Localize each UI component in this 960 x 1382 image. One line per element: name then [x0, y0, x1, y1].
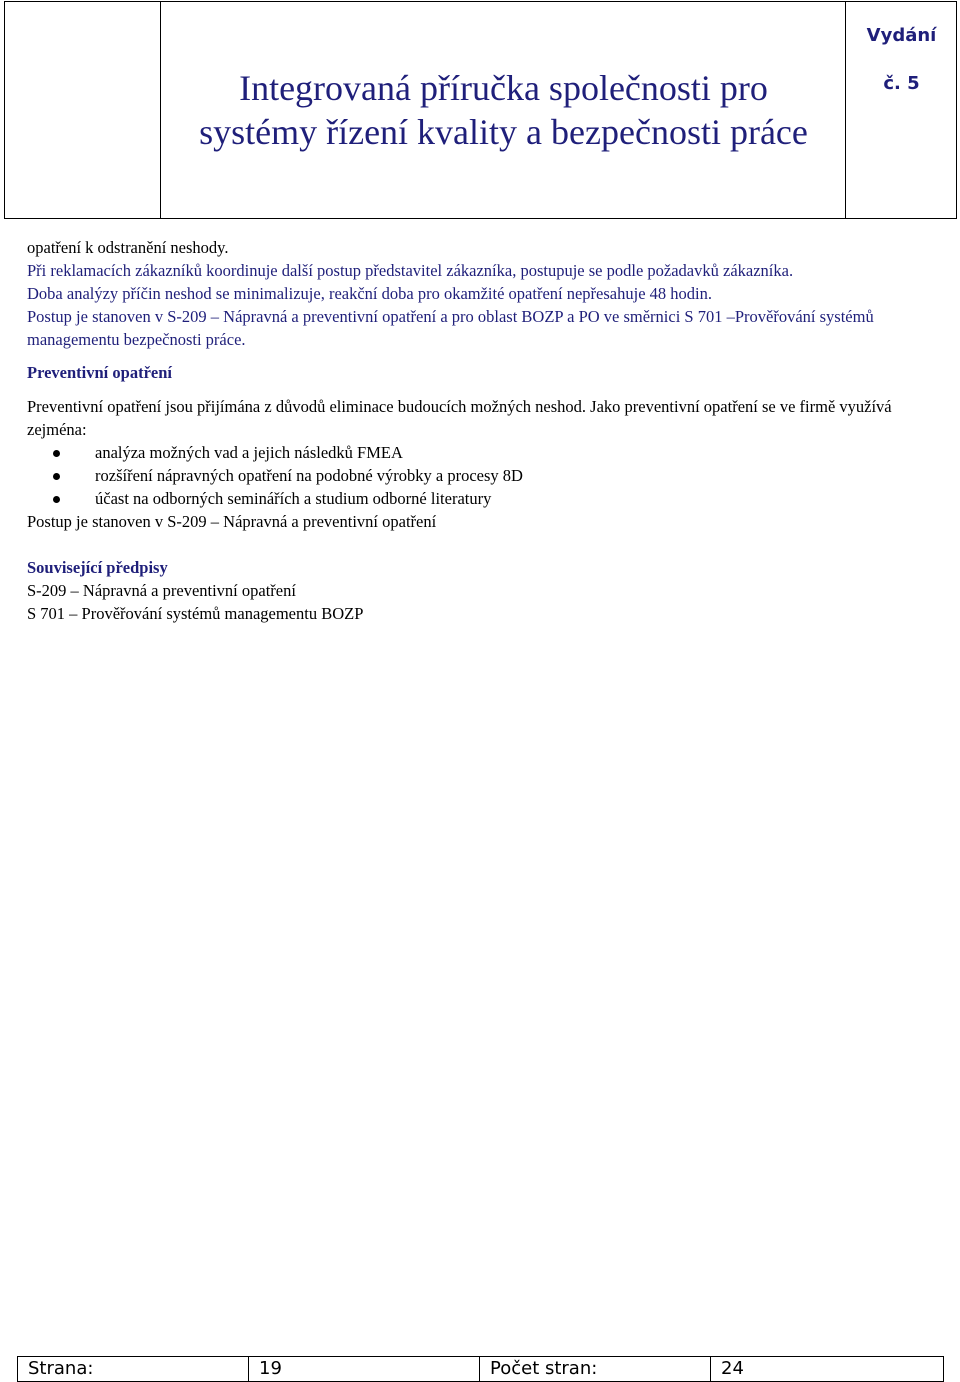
paragraph: Postup je stanoven v S-209 – Nápravná a preventivní opatření: [27, 512, 437, 531]
list-item: účast na odborných seminářích a studium odborné literatury: [27, 487, 937, 510]
document-body: [27, 236, 937, 625]
document-header: [4, 1, 957, 219]
section-heading: Preventivní opatření: [27, 363, 172, 382]
total-pages-number: 24: [711, 1357, 944, 1382]
page-label: Strana:: [18, 1357, 249, 1382]
bullet-list: [27, 441, 937, 510]
total-pages-label: Počet stran:: [480, 1357, 711, 1382]
page-footer: [17, 1356, 944, 1382]
paragraph: Doba analýzy příčin neshod se minimalizuje, reakční doba pro okamžité opatření nepřesahuje 48 hodin.: [27, 284, 712, 303]
section-heading: Související předpisy: [27, 558, 168, 577]
page-number: 19: [249, 1357, 480, 1382]
paragraph: Při reklamacích zákazníků koordinuje další postup představitel zákazníka, postupuje se podle požadavků zákazníka.: [27, 261, 794, 280]
document-title: Integrovaná příručka společnosti pro systémy řízení kvality a bezpečnosti práce: [199, 68, 808, 152]
paragraph: Preventivní opatření jsou přijímána z důvodů eliminace budoucích možných neshod. Jako preventivní opatření se ve firmě využívá zejména:: [27, 397, 892, 439]
reference-item: S-209 – Nápravná a preventivní opatření: [27, 581, 296, 600]
reference-item: S 701 – Prověřování systémů managementu BOZP: [27, 604, 364, 623]
edition-label: Vydání: [866, 25, 937, 46]
paragraph: opatření k odstranění neshody.: [27, 238, 229, 257]
header-edition-cell: [845, 2, 956, 218]
list-item: rozšíření nápravných opatření na podobné výrobky a procesy 8D: [27, 464, 937, 487]
edition-number: č. 5: [883, 73, 920, 94]
paragraph: Postup je stanoven v S-209 – Nápravná a preventivní opatření a pro oblast BOZP a PO ve směrnici S 701 –Prověřování systémů managementu bezpečnosti práce.: [27, 307, 874, 349]
list-item: analýza možných vad a jejich následků FMEA: [27, 441, 937, 464]
header-logo-cell: [5, 2, 161, 218]
